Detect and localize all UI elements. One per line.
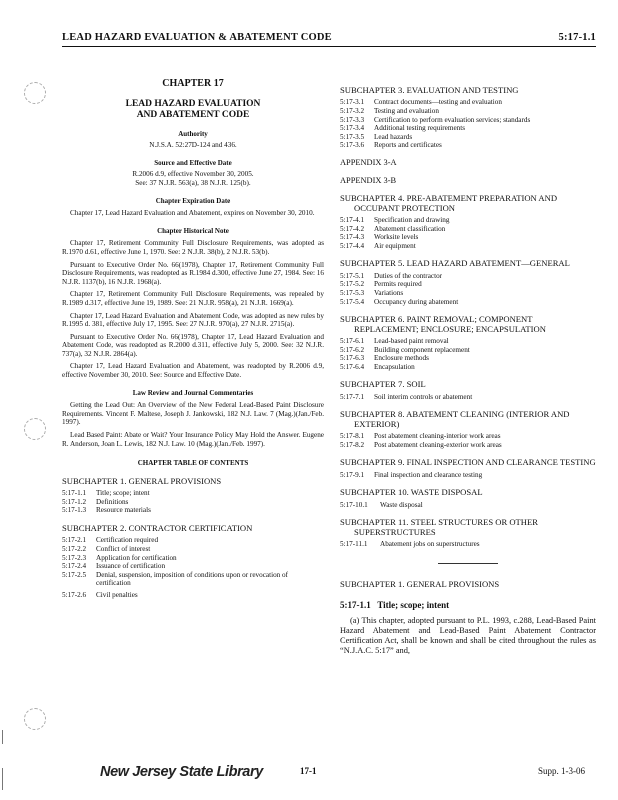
toc-list <box>340 501 596 510</box>
toc-entry[interactable]: 5:17-3.2 Testing and evaluation <box>340 107 439 115</box>
punch-hole <box>24 418 46 440</box>
section-heading: 5:17-1.1 Title; scope; intent <box>340 600 450 611</box>
page-footer <box>0 762 618 786</box>
toc-entry[interactable]: 5:17-5.1 Duties of the contractor <box>340 271 443 280</box>
toc-list <box>340 216 596 250</box>
history-paragraph: Chapter 17, Retirement Community Full Disclosure Requirements, was adopted as R.1970 d.61, effective June 1, 1970. See: 2 N.J.R. 38(b), 2 N.J.R. 53(b). <box>62 239 324 256</box>
authority-text: N.J.S.A. 52:27D-124 and 436. <box>149 141 237 150</box>
source-heading: Source and Effective Date <box>154 158 232 167</box>
toc-entry[interactable]: 5:17-3.4 Additional testing requirements <box>340 124 466 133</box>
toc-entry[interactable]: 5:17-7.1 Soil interim controls or abatement <box>340 392 473 401</box>
toc-entry[interactable]: 5:17-2.6 Civil penalties <box>62 590 138 599</box>
subchapter-heading: SUBCHAPTER 6. PAINT REMOVAL; COMPONENT REPLACEMENT; ENCLOSURE; ENCAPSULATION <box>340 314 546 334</box>
toc-entry[interactable]: 5:17-2.2 Conflict of interest <box>62 545 151 553</box>
toc-entry[interactable]: 5:17-4.1 Specification and drawing <box>340 215 450 224</box>
toc-entry[interactable]: 5:17-11.1 Abatement jobs on superstructures <box>340 540 480 549</box>
subchapter-heading: SUBCHAPTER 1. GENERAL PROVISIONS <box>62 475 222 486</box>
toc-entry[interactable]: 5:17-3.1 Contract documents—testing and evaluation <box>340 98 502 107</box>
subchapter-heading: SUBCHAPTER 9. FINAL INSPECTION AND CLEARANCE TESTING <box>340 457 596 468</box>
left-column <box>62 74 324 600</box>
toc-entry[interactable]: 5:17-1.2 Definitions <box>62 497 129 506</box>
toc-entry[interactable]: 5:17-8.1 Post abatement cleaning-interior work areas <box>340 432 501 441</box>
source-line: See: 37 N.J.R. 563(a), 38 N.J.R. 125(b). <box>135 178 251 187</box>
toc-entry[interactable]: 5:17-6.1 Lead-based paint removal <box>340 336 449 345</box>
law-review-heading: Law Review and Journal Commentaries <box>132 388 254 397</box>
library-logo: New Jersey State Library <box>100 764 263 780</box>
source-line: R.2006 d.9, effective November 30, 2005. <box>132 170 254 179</box>
expiration-heading: Chapter Expiration Date <box>155 196 231 205</box>
toc-list <box>62 536 324 599</box>
punch-hole <box>24 708 46 730</box>
toc-entry[interactable]: 5:17-2.4 Issuance of certification <box>62 562 166 571</box>
history-paragraph: Chapter 17, Retirement Community Full Disclosure Requirements, was repealed by R.1989 d.317, effective June 19, 1989. See: 21 N.J.R. 958(a), 21 N.J.R. 1669(a). <box>62 290 324 307</box>
appendix-heading: APPENDIX 3-A <box>340 157 397 167</box>
subchapter-heading: SUBCHAPTER 3. EVALUATION AND TESTING <box>340 85 519 95</box>
header-title: LEAD HAZARD EVALUATION & ABATEMENT CODE <box>62 32 332 43</box>
appendix-heading: APPENDIX 3-B <box>340 175 397 185</box>
toc-entry[interactable]: 5:17-4.4 Air equipment <box>340 241 416 250</box>
toc-entry[interactable]: 5:17-6.4 Encapsulation <box>340 362 415 371</box>
expiration-text: Chapter 17, Lead Hazard Evaluation and Abatement, expires on November 30, 2010. <box>70 209 315 218</box>
toc-entry[interactable]: 5:17-5.3 Variations <box>340 288 404 297</box>
toc-entry[interactable]: 5:17-3.3 Certification to perform evaluation services; standards <box>340 115 531 124</box>
toc-entry[interactable]: 5:17-10.1 Waste disposal <box>340 500 423 509</box>
law-review-paragraph: Lead Based Paint: Abate or Wait? Your Insurance Policy May Hold the Answer. Eugene R. Anderson, Joan L. Lewis, 182 N.J. Law. 10 (Mag.)(Jan./Feb. 1997). <box>62 431 324 448</box>
toc-entry[interactable]: 5:17-4.3 Worksite levels <box>340 233 419 242</box>
header-rule <box>62 46 596 47</box>
subchapter-heading: SUBCHAPTER 4. PRE-ABATEMENT PREPARATION AND OCCUPANT PROTECTION <box>340 193 558 213</box>
toc-list <box>340 98 596 150</box>
toc-list <box>62 489 324 515</box>
subchapter-heading: SUBCHAPTER 2. CONTRACTOR CERTIFICATION <box>62 523 253 533</box>
authority-heading: Authority <box>178 129 208 138</box>
toc-list <box>340 337 596 371</box>
toc-entry[interactable]: 5:17-4.2 Abatement classification <box>340 224 446 233</box>
history-heading: Chapter Historical Note <box>157 226 229 235</box>
law-review-paragraph: Getting the Lead Out: An Overview of the New Federal Lead-Based Paint Disclosure Requirements. Vincent F. Maltese, Joseph J. Jankowski, 182 N.J. Law. 7 (Mag.)(Jan./Feb. 1997). <box>62 401 324 427</box>
toc-list <box>340 540 596 549</box>
toc-entry[interactable]: 5:17-5.2 Permits required <box>340 280 422 289</box>
toc-entry[interactable]: 5:17-3.5 Lead hazards <box>340 132 413 141</box>
toc-entry[interactable]: 5:17-2.3 Application for certification <box>62 553 177 562</box>
toc-entry[interactable]: 5:17-8.2 Post abatement cleaning-exterior work areas <box>340 440 502 449</box>
running-header <box>62 32 596 46</box>
toc-entry[interactable]: 5:17-2.1 Certification required <box>62 536 159 545</box>
toc-entry[interactable]: 5:17-1.3 Resource materials <box>62 506 151 515</box>
toc-list <box>340 471 596 480</box>
page-number: 17-1 <box>300 766 317 776</box>
subchapter-heading: SUBCHAPTER 10. WASTE DISPOSAL <box>340 487 483 498</box>
history-paragraph: Chapter 17, Lead Hazard Evaluation and Abatement, was readopted by R.2006 d.9, effective November 30, 2010. See: Source and Effective Date. <box>62 362 324 380</box>
subchapter-heading: SUBCHAPTER 8. ABATEMENT CLEANING (INTERIOR AND EXTERIOR) <box>340 409 570 429</box>
history-paragraph: Pursuant to Executive Order No. 66(1978), Chapter 17, Lead Hazard Evaluation and Abatement Code, was readopted as R.2000 d.311, effective July 5, 2000. See: 32 N.J.R. 737(a), 32 N.J.R. 2864(a). <box>62 332 324 358</box>
subchapter-heading: SUBCHAPTER 7. SOIL <box>340 379 426 390</box>
subchapter-heading: SUBCHAPTER 11. STEEL STRUCTURES OR OTHER SUPERSTRUCTURES <box>340 517 538 537</box>
toc-entry[interactable]: 5:17-6.2 Building component replacement <box>340 345 470 354</box>
toc-entry[interactable]: 5:17-9.1 Final inspection and clearance testing <box>340 470 483 479</box>
chapter-title: LEAD HAZARD EVALUATION AND ABATEMENT CODE <box>125 98 261 120</box>
toc-list <box>340 432 596 449</box>
toc-entry[interactable]: 5:17-1.1 Title; scope; intent <box>62 489 150 498</box>
right-column <box>340 74 596 656</box>
toc-list <box>340 393 596 402</box>
header-section: 5:17-1.1 <box>558 32 596 43</box>
toc-entry[interactable]: 5:17-2.5 Denial, suspension, imposition of conditions upon or revocation of certification <box>62 570 289 588</box>
supplement-date: Supp. 1-3-06 <box>538 766 585 776</box>
history-paragraph: Chapter 17, Lead Hazard Evaluation and Abatement Code, was adopted as new rules by R.1995 d. 381, effective July 17, 1995. See: 27 N.J.R. 970(a), 27 N.J.R. 2715(a). <box>62 311 324 329</box>
toc-entry[interactable]: 5:17-6.3 Enclosure methods <box>340 354 429 363</box>
toc-entry[interactable]: 5:17-5.4 Occupancy during abatement <box>340 297 459 306</box>
toc-heading: CHAPTER TABLE OF CONTENTS <box>137 459 249 468</box>
toc-entry[interactable]: 5:17-3.6 Reports and certificates <box>340 141 442 150</box>
scan-edge-mark <box>2 730 3 744</box>
punch-hole <box>24 82 46 104</box>
history-paragraph: Pursuant to Executive Order No. 66(1978), Chapter 17, Retirement Community Full Disclosure Requirements, was readopted as R.1984 d.300, effective June 27, 1984. See: 16 N.J.R. 1137(b), 16 N.J.R. 1968(a). <box>62 260 324 286</box>
body-paragraph: (a) This chapter, adopted pursuant to P.L. 1993, c.288, Lead-Based Paint Hazard Abatement and Lead-Based Paint Abatement Contractor Certification Act, shall be known and shall be cited throughout the rules as “N.J.A.C. 5:17” and, <box>340 615 596 655</box>
toc-list <box>340 272 596 306</box>
subchapter-heading: SUBCHAPTER 5. LEAD HAZARD ABATEMENT—GENERAL <box>340 258 570 269</box>
body-subchapter-heading: SUBCHAPTER 1. GENERAL PROVISIONS <box>340 578 500 589</box>
chapter-number: CHAPTER 17 <box>162 78 224 89</box>
section-divider <box>438 563 498 564</box>
